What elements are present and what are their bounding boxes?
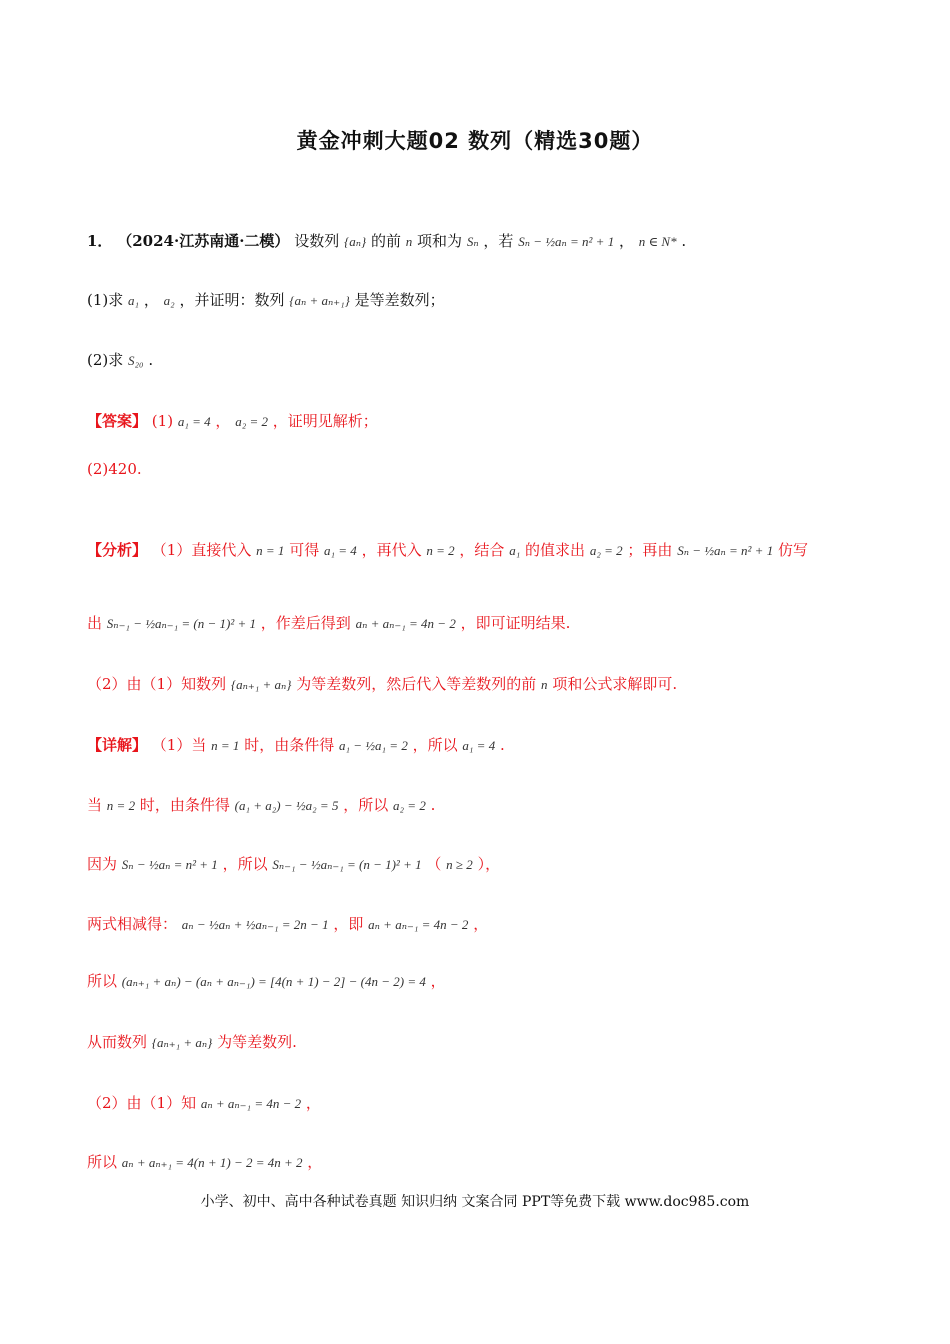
text: (1) (151, 412, 174, 430)
detail-line-7 (87, 1092, 321, 1115)
text: . (499, 736, 505, 754)
math: n = 1 (256, 543, 285, 558)
text: ，证明见解析； (272, 412, 378, 430)
text: ，若 (483, 232, 514, 250)
text: （1）直接代入 (151, 541, 252, 559)
detail-line-5 (87, 970, 446, 993)
text: 为等差数列. (217, 1033, 297, 1051)
text: 从而数列 (87, 1033, 148, 1051)
math: aₙ + aₙ₋₁ = 4n − 2 (200, 1096, 302, 1111)
detail-line-2 (87, 794, 435, 817)
math: Sₙ − ½aₙ = n² + 1 (677, 543, 774, 558)
text: 出 (87, 614, 103, 632)
question-part-1 (87, 289, 445, 312)
math: a₁ − ½a₁ = 2 (338, 738, 408, 753)
text: ，即可证明结果. (460, 614, 571, 632)
text: 时，由条件得 (139, 796, 230, 814)
text: 两式相减得： (87, 915, 178, 933)
question-number: 1． (87, 232, 113, 250)
math-sequence: {aₙ + aₙ₊₁} (289, 293, 350, 308)
analysis-line-2 (87, 612, 570, 635)
text: （1）当 (151, 736, 207, 754)
math-Sn: Sₙ (466, 234, 479, 249)
math: n = 2 (106, 798, 136, 813)
detail-line-3 (87, 853, 500, 876)
math-a2-value: a₂ = 2 (235, 414, 268, 429)
math: {aₙ₊₁ + aₙ} (230, 677, 292, 692)
math: n = 1 (211, 738, 240, 753)
text: ，即 (333, 915, 364, 933)
text: 因为 (87, 855, 118, 873)
text: 可得 (289, 541, 320, 559)
text: 为等差数列，然后代入等差数列的前 (296, 675, 537, 693)
text: ， (215, 412, 231, 430)
math: aₙ + aₙ₋₁ = 4n − 2 (355, 616, 456, 631)
math-a2: a₂ (163, 293, 175, 308)
text: 所以 (87, 1153, 118, 1171)
math: aₙ + aₙ₊₁ = 4(n + 1) − 2 = 4n + 2 (121, 1155, 303, 1170)
page-title: 黄金冲刺大题02 数列（精选30题） (296, 129, 654, 153)
math: Sₙ₋₁ − ½aₙ₋₁ = (n − 1)² + 1 (106, 616, 256, 631)
question-part-2 (87, 349, 153, 372)
page-footer: 小学、初中、高中各种试卷真题 知识归纳 文案合同 PPT等免费下载 www.doc985.com (200, 1194, 750, 1210)
math-S20: S₂₀ (128, 353, 144, 368)
math: (aₙ₊₁ + aₙ) − (aₙ + aₙ₋₁) = [4(n + 1) − 2] − (4n − 2) = 4 (121, 974, 426, 989)
text: ）， (477, 855, 501, 873)
text: . (681, 232, 687, 250)
math: a₂ = 2 (393, 798, 426, 813)
math: n ≥ 2 (446, 857, 473, 872)
detail-line-4 (87, 913, 488, 936)
text: 设数列 (294, 232, 340, 250)
text: ， (305, 1094, 321, 1112)
analysis-label: 【分析】 (87, 541, 148, 559)
text: (2)求 (87, 351, 124, 369)
detail-label: 【详解】 (87, 736, 148, 754)
text: ，再代入 (361, 541, 422, 559)
text: 仿写 (778, 541, 809, 559)
math: (a₁ + a₂) − ½a₂ = 5 (234, 798, 339, 813)
answer-line-2: (2)420. (87, 460, 142, 478)
question-1 (87, 230, 686, 253)
text: 项和为 (417, 232, 463, 250)
math: n = 2 (426, 543, 455, 558)
question-source: （2024·江苏南通·二模） (117, 232, 290, 250)
text: ， (430, 972, 446, 990)
text: 的值求出 (525, 541, 586, 559)
math: aₙ − ½aₙ + ½aₙ₋₁ = 2n − 1 (181, 917, 329, 932)
math: Sₙ₋₁ − ½aₙ₋₁ = (n − 1)² + 1 (272, 857, 422, 872)
math: a₂ = 2 (589, 543, 623, 558)
text: 项和公式求解即可. (552, 675, 678, 693)
math-a1-value: a₁ = 4 (177, 414, 211, 429)
text: ；再由 (627, 541, 673, 559)
text: ， (307, 1153, 323, 1171)
math-a1: a₁ (128, 293, 140, 308)
detail-line-8 (87, 1151, 322, 1174)
detail-line-1 (87, 734, 505, 757)
answer-label: 【答案】 (87, 412, 148, 430)
detail-line-6 (87, 1031, 297, 1054)
math: Sₙ − ½aₙ = n² + 1 (121, 857, 218, 872)
math: {aₙ₊₁ + aₙ} (151, 1035, 213, 1050)
math: a₁ = 4 (323, 543, 357, 558)
text: （ (426, 855, 442, 873)
text: 所以 (87, 972, 118, 990)
math: aₙ + aₙ₋₁ = 4n − 2 (368, 917, 469, 932)
text: 时，由条件得 (244, 736, 335, 754)
text: ， (618, 232, 634, 250)
text: ， (473, 915, 489, 933)
text: . (148, 351, 154, 369)
text: ，所以 (343, 796, 389, 814)
text: （2）由（1）知数列 (87, 675, 227, 693)
text: 当 (87, 796, 103, 814)
text: ，所以 (412, 736, 458, 754)
text: . (430, 796, 436, 814)
math: a₁ (509, 543, 521, 558)
text: ， (143, 291, 159, 309)
math-condition: Sₙ − ½aₙ = n² + 1 (518, 234, 615, 249)
math-seq-an: {aₙ} (344, 234, 367, 249)
analysis-line-1 (87, 539, 808, 562)
text: ，结合 (459, 541, 505, 559)
text: (1)求 (87, 291, 124, 309)
math-n-in-N: n ∈ N* (638, 234, 677, 249)
text: （2）由（1）知 (87, 1094, 197, 1112)
analysis-line-3 (87, 673, 677, 696)
text: ，作差后得到 (260, 614, 351, 632)
answer-line-1 (87, 410, 378, 433)
math: a₁ = 4 (462, 738, 496, 753)
text: ，并证明：数列 (179, 291, 285, 309)
text: ，所以 (222, 855, 268, 873)
text: 的前 (370, 232, 401, 250)
math: n (541, 677, 548, 692)
text: 是等差数列； (354, 291, 445, 309)
math-n: n (405, 234, 413, 249)
